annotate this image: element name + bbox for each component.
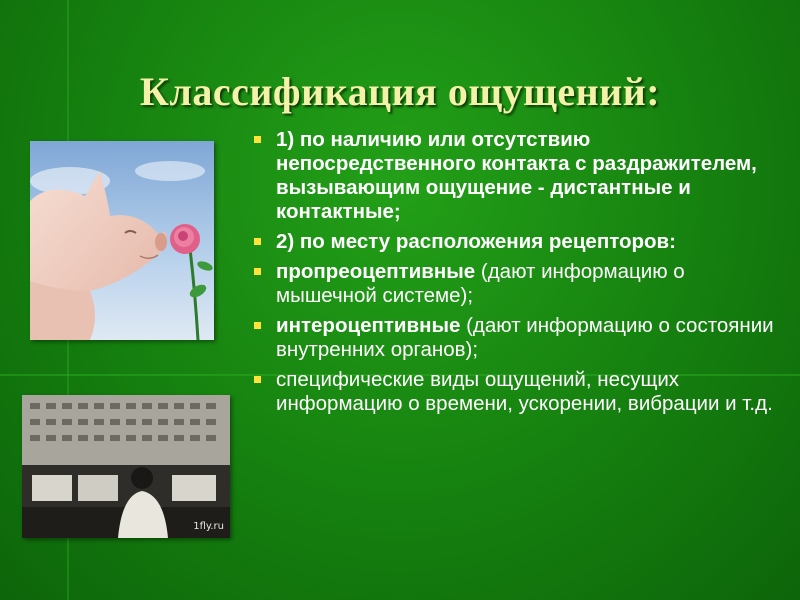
pig-image [30,141,214,340]
bullet-square-icon [254,136,261,143]
bullet-item [250,128,790,224]
slide-title: Классификация ощущений: [139,69,661,114]
bullet-text: (дают информацию о мышечной системе); [276,260,685,307]
bullet-item [250,314,790,362]
bullet-list [250,128,790,422]
bullet-square-icon [254,376,261,383]
control-room-image [22,395,230,538]
bullet-bold-text: 2) по месту расположения рецепторов: [276,230,676,253]
bullet-bold-text: интероцептивные [276,314,461,337]
bullet-square-icon [254,322,261,329]
bullet-text: (дают информацию о состоянии внутренних органов); [276,314,774,361]
bullet-text: специфические виды ощущений, несущих информацию о времени, ускорении, вибрации и т.д. [276,368,773,415]
watermark-text: 1fly.ru [193,521,224,532]
bullet-item [250,260,790,308]
bullet-item [250,230,790,254]
control-room-icon [22,395,230,538]
bullet-item [250,368,790,416]
bullet-square-icon [254,268,261,275]
pig-with-rose-icon [30,141,214,340]
bullet-square-icon [254,238,261,245]
bullet-bold-text: 1) по наличию или отсутствию непосредственного контакта с раздражителем, вызывающим ощущение - дистантные и контактные; [276,128,757,223]
bullet-bold-text: пропреоцептивные [276,260,476,283]
